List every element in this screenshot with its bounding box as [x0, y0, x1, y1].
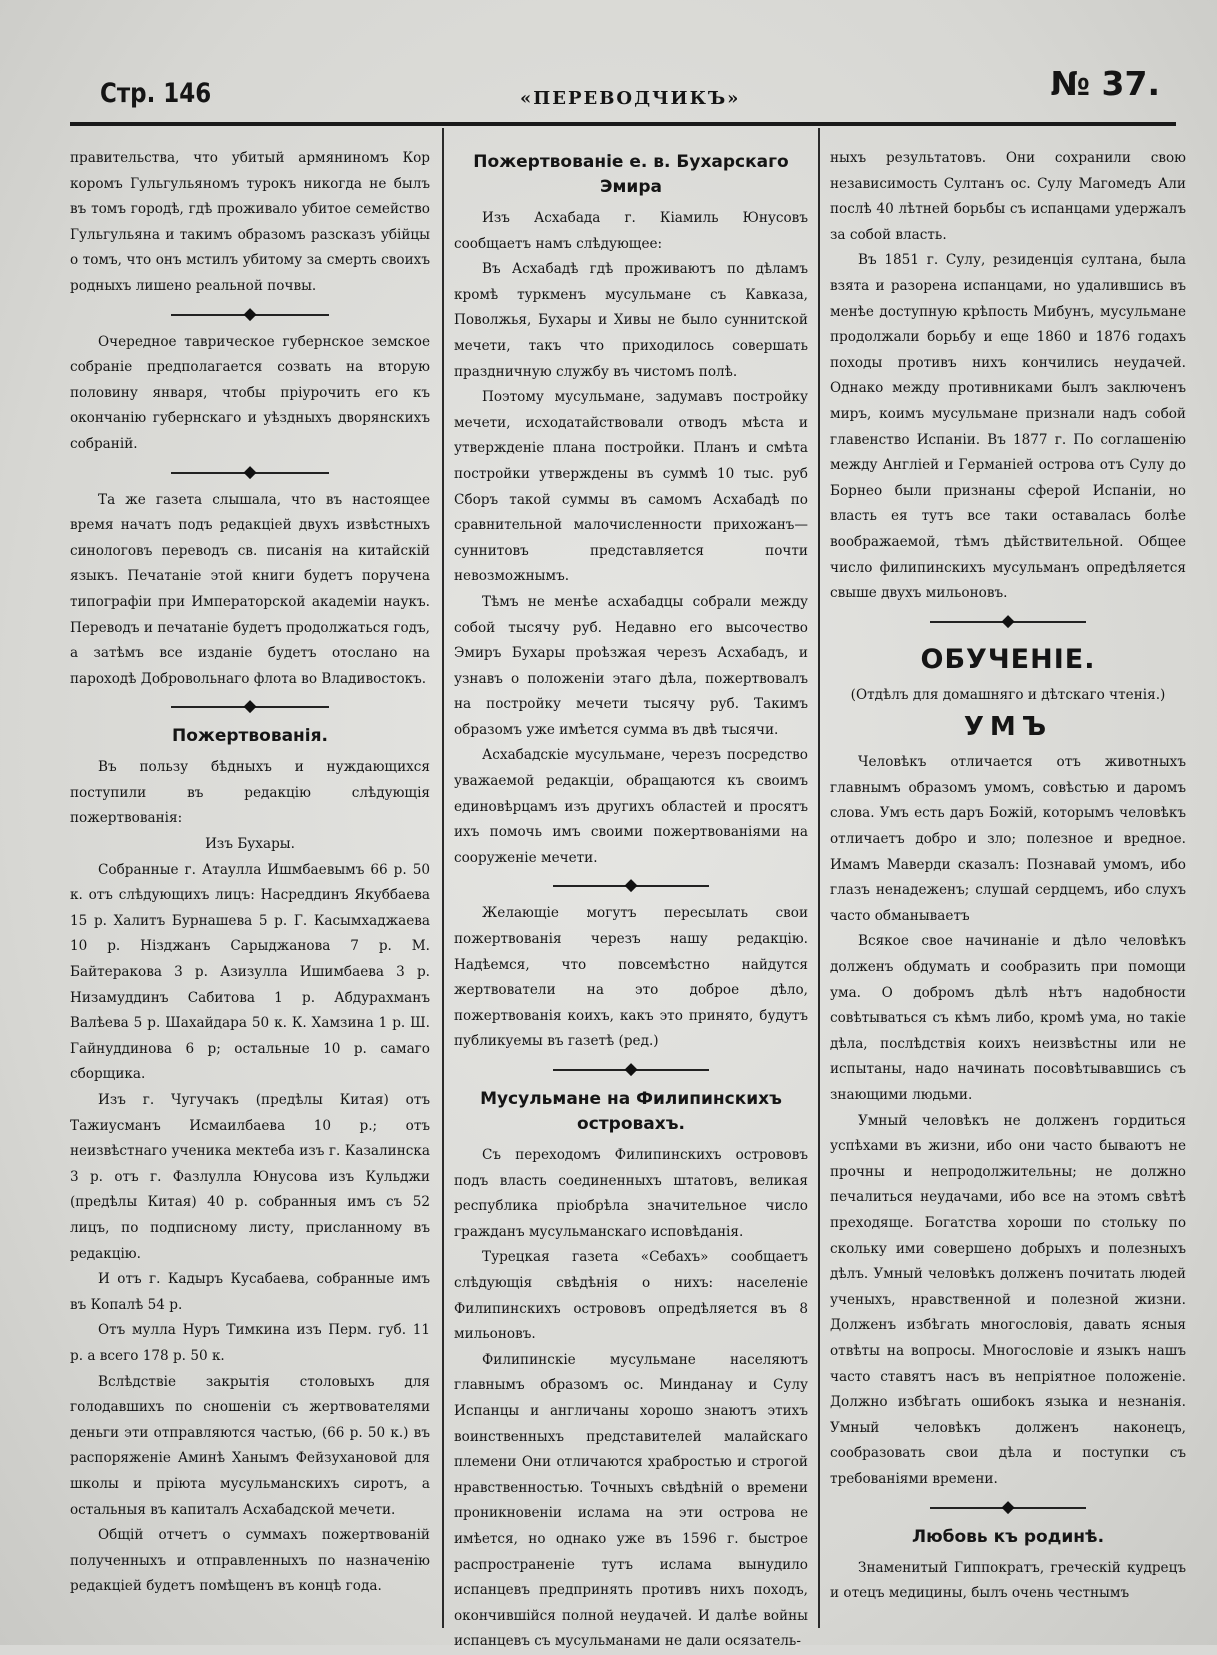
article-paragraph: И отъ г. Кадыръ Кусабаева, собранные имъ въ Копалѣ 54 р. — [70, 1271, 430, 1313]
column-divider-right — [818, 128, 820, 1628]
heading-donations: Пожертвованія. — [172, 726, 328, 747]
article-paragraph: Турецкая газета «Себахъ» сообщаетъ слѣдующія свѣдѣнія о нихъ: населеніе Филипинскихъ острововъ опредѣляется въ 8 мильоновъ. — [454, 1249, 808, 1343]
heading-mind: УМЪ — [963, 712, 1053, 743]
page-number-label: Стр. 146 — [100, 78, 212, 109]
article-paragraph: Умный человѣкъ не долженъ гордиться успѣхами въ жизни, ибо они часто бываютъ не прочны и непродолжительны; не должно печалиться неудачами, ибо все на этомъ свѣтѣ преходяще. Богатства хороши по стольку по скольку ими совершено добрыхъ и полезныхъ дѣлъ. Умный человѣкъ долженъ почитать людей ученыхъ, нравственной и полезной жизни. Долженъ избѣгать многословія, давать ясныя отвѣты на вопросы. Многословіе и языкъ нашъ часто ставятъ насъ въ непріятное положеніе. Должно избѣгать ошибокъ языка и незнанія. Умный человѣкъ долженъ наконецъ, сообразовать свои дѣла и поступки съ требованіями времени. — [830, 1112, 1186, 1487]
page-header — [100, 64, 1160, 122]
section-ornament — [830, 609, 1186, 635]
article-paragraph: Изъ Асхабада г. Кіамиль Юнусовъ сообщаетъ намъ слѣдующее: — [454, 210, 808, 252]
article-paragraph: Та же газета слышала, что въ настоящее время начатъ подъ редакціей двухъ извѣстныхъ синологовъ переводъ св. писанія на китайскій языкъ. Печатаніе этой книги будетъ поручена типографіи при Императорской академіи наукъ. Переводъ и печатаніе будетъ продолжаться годъ, а затѣмъ все изданіе будетъ отослано на пароходѣ Добровольнаго флота во Владивостокъ. — [70, 491, 430, 687]
article-paragraph: Общій отчетъ о суммахъ пожертвованій полученныхъ и отправленныхъ по назначенію редакціей будетъ помѣщенъ въ концѣ года. — [70, 1527, 430, 1595]
heading-philippine-muslims: Мусульмане на Филипинскихъ островахъ. — [480, 1089, 782, 1134]
article-paragraph: ныхъ результатовъ. Они сохранили свою независимость Султанъ ос. Сулу Магомедъ Али послѣ 40 лѣтней борьбы съ испанцами удержалъ за собой власть. — [830, 150, 1186, 243]
article-paragraph: Человѣкъ отличается отъ животныхъ главнымъ образомъ умомъ, совѣстью и даромъ слова. Умъ есть даръ Божій, которымъ человѣкъ отличаетъ добро и зло; полезное и вредное. Имамъ Маверди сказалъ: Познавай умомъ, ибо глазъ ненадеженъ; слушай сердцемъ, ибо слухъ часто обманываетъ — [830, 754, 1186, 924]
section-ornament — [70, 460, 430, 486]
section-ornament — [70, 302, 430, 328]
heading-love-of-homeland: Любовь къ родинѣ. — [911, 1526, 1105, 1547]
section-ornament — [830, 1495, 1186, 1521]
subheading-from-bukhara: Изъ Бухары. — [205, 836, 295, 853]
article-paragraph: Асхабадскіе мусульмане, черезъ посредство уважаемой редакціи, обращаются къ своимъ единовѣрцамъ изъ другихъ областей и просятъ ихъ помочь имъ своими пожертвованіями на сооруженіе мечети. — [454, 747, 808, 866]
article-paragraph: Знаменитый Гиппократъ, греческій кудрецъ и отецъ медицины, былъ очень честнымъ — [830, 1559, 1186, 1602]
article-paragraph: Поэтому мусульмане, задумавъ постройку мечети, исходатайствовали отводъ мѣста и утвержденіе плана постройки. Планъ и смѣта постройки утверждены въ суммѣ 10 тыс. руб Сборъ такой суммы въ самомъ Асхабадѣ по сравнительной малочисленности прихожанъ—суннитовъ представляется почти невозможнымъ. — [454, 389, 808, 585]
section-ornament — [70, 694, 430, 720]
newspaper-title: «ПЕРЕВОДЧИКЪ» — [520, 88, 741, 109]
column-divider-left — [442, 128, 444, 1628]
section-ornament — [454, 1057, 808, 1083]
article-paragraph: Желающіе могутъ пересылать свои пожертвованія черезъ нашу редакцію. Надѣемся, что повсемѣстно найдутся жертвователи на это доброе дѣло, пожертвованія коихъ, какъ это принято, будутъ публикуемы въ газетѣ (ред.) — [454, 905, 808, 1050]
subheading-reading-section: (Отдѣлъ для домашняго и дѣтскаго чтенія.) — [850, 686, 1166, 703]
article-paragraph: Изъ г. Чугучакъ (предѣлы Китая) отъ Тажиусманъ Исмаилбаева 10 р.; отъ неизвѣстнаго ученика мектеба изъ г. Казалинска 3 р. отъ г. Фазлулла Юнусова изъ Кульджи (предѣлы Китая) 40 р. собранныя имъ съ 52 лицъ, по подписному листу, присланному въ редакцію. — [70, 1092, 430, 1262]
issue-number: № 37. — [1050, 64, 1160, 103]
column-right — [830, 146, 1186, 1636]
article-paragraph: Въ 1851 г. Сулу, резиденція султана, была взята и разорена испанцами, но удалившись въ менѣе доступную крѣпость Мибунъ, мусульмане продолжали борьбу и еще 1860 и 1876 годахъ походы противъ нихъ кончились неудачей. Однако между противниками былъ заключенъ миръ, коимъ мусульмане признали надъ собой главенство Испаніи. Въ 1877 г. По соглашенію между Англіей и Германіей острова отъ Сулу до Борнео были признаны сферой Испаніи, но власть ея тутъ все таки оставалась болѣе воображаемой, тѣмъ дѣйствительной. Общее число филипинскихъ мусульманъ опредѣляется свыше двухъ мильоновъ. — [830, 252, 1186, 602]
section-ornament — [454, 873, 808, 899]
heading-education: ОБУЧЕНІЕ. — [920, 643, 1096, 675]
article-paragraph: Съ переходомъ Филипинскихъ острововъ подъ власть соединенныхъ штатовъ, великая республика пріобрѣла значительное число гражданъ мусульманскаго исповѣданія. — [454, 1147, 808, 1240]
column-left — [70, 146, 430, 1636]
article-paragraph: Собранные г. Атаулла Ишмбаевымъ 66 р. 50 к. отъ слѣдующихъ лицъ: Насреддинъ Якуббаева 15 р. Халитъ Бурнашева 5 р. Г. Касымхаджаева 10 р. Нізджанъ Сарыджанова 7 р. М. Байтеракова 3 р. Азизулла Ишимбаева 3 р. Низамуддинъ Сабитова 1 р. Абдурахманъ Валѣева 5 р. Шахайдара 50 к. К. Хамзина 1 р. Ш. Гайнуддинова 6 р; остальные 10 р. самаго сборщика. — [70, 861, 430, 1083]
article-paragraph: Въ Асхабадѣ гдѣ проживаютъ по дѣламъ кромѣ туркменъ мусульмане съ Кавказа, Поволжья, Бухары и Хивы не было суннитской мечети, такъ что приходилось совершать праздничную службу въ чистомъ полѣ. — [454, 261, 808, 380]
header-rule — [70, 122, 1176, 126]
heading-emir-donation: Пожертвованіе е. в. Бухарскаго Эмира — [473, 152, 789, 197]
article-paragraph: Всякое свое начинаніе и дѣло человѣкъ долженъ обдумать и сообразить при помощи ума. О добромъ дѣлѣ нѣтъ надобности совѣтываться съ кѣмъ либо, кромѣ ума, но такіе дѣла, послѣдствія коихъ неизвѣстны или не испытаны, надо начинать посовѣтывавшись съ знающими людьми. — [830, 933, 1186, 1103]
article-paragraph: Въ пользу бѣдныхъ и нуждающихся поступили въ редакцію слѣдующія пожертвованія: — [70, 759, 430, 827]
article-paragraph: Филипинскіе мусульмане населяютъ главнымъ образомъ ос. Минданау и Сулу Испанцы и англичаны хорошо знаютъ этихъ воинственныхъ представителей малайскаго племени Они отличаются храбростью и строгой нравственностью. Точныхъ свѣдѣній о времени проникновеніи ислама на эти острова не имѣется, но однако уже въ 1596 г. быстрое распространеніе тутъ ислама вынудило испанцевъ предпринять противъ нихъ походъ, окончившійся полной неудачей. И далѣе войны испанцевъ съ мусульманами не дали осязатель- — [454, 1351, 808, 1650]
column-middle — [454, 146, 808, 1650]
article-paragraph: Очередное таврическое губернское земское собраніе предполагается созвать на вторую половину января, чтобы пріурочить его къ окончанію губернскаго и уѣздныхъ дворянскихъ собраній. — [70, 333, 430, 452]
article-paragraph: Вслѣдствіе закрытія столовыхъ для голодавшихъ по сношеніи съ жертвователями деньги эти отправляются частью, (66 р. 50 к.) въ распоряженіе Аминѣ Ханымъ Фейзухановой для школы и пріюта мусульманскихъ сиротъ, а остальныя въ капиталъ Асхабадской мечети. — [70, 1373, 430, 1518]
article-paragraph: Отъ мулла Нуръ Тимкина изъ Перм. губ. 11 р. а всего 178 р. 50 к. — [70, 1322, 430, 1364]
article-paragraph: правительства, что убитый армяниномъ Кор коромъ Гульгульяномъ турокъ никогда не былъ въ томъ городѣ, гдѣ проживало убитое семейство Гульгульяна и такимъ образомъ разсказъ убійцы о томъ, что онъ мстилъ убитому за смерть своихъ родныхъ лишено реальной почвы. — [70, 150, 430, 294]
article-paragraph: Тѣмъ не менѣе асхабадцы собрали между собой тысячу руб. Недавно его высочество Эмиръ Бухары проѣзжая черезъ Асхабадъ, и узнавъ о положеніи этаго дѣла, пожертвовалъ на постройку мечети тысячу руб. Такимъ образомъ уже имѣется сумма въ двѣ тысячи. — [454, 593, 808, 738]
